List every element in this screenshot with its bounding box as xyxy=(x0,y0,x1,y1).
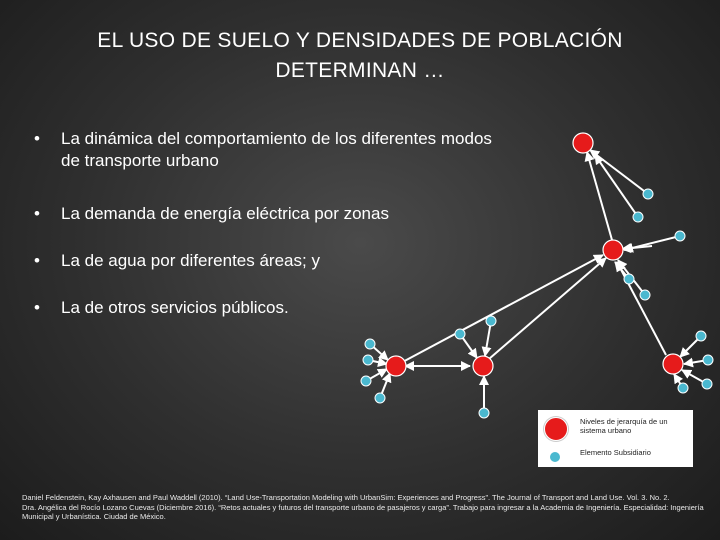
legend-subsidiary-label: Elemento Subsidiario xyxy=(580,448,651,457)
subsidiary-node xyxy=(643,189,653,199)
hierarchy-node xyxy=(603,240,623,260)
link-line xyxy=(595,155,638,217)
slide-title: EL USO DE SUELO Y DENSIDADES DE POBLACIÓN DETERMINAN … xyxy=(97,29,623,82)
reference-item: Daniel Feldenstein, Kay Axhausen and Paul Waddell (2010). “Land Use-Transportation Modeling with UrbanSim: Experiences and Progress”. The Journal of Transport and Land Use. Vol. 3. No. 2. xyxy=(22,493,670,502)
subsidiary-node xyxy=(678,383,688,393)
bullet-text: La dinámica del comportamiento de los diferentes modos de transporte urbano xyxy=(61,129,492,170)
subsidiary-node xyxy=(640,290,650,300)
bullet-text: La demanda de energía eléctrica por zonas xyxy=(61,204,389,223)
references xyxy=(22,493,712,522)
hierarchy-node xyxy=(573,133,593,153)
subsidiary-node xyxy=(624,274,634,284)
subsidiary-node xyxy=(375,393,385,403)
legend xyxy=(538,410,693,467)
legend-hierarchy-swatch xyxy=(544,417,568,441)
subsidiary-node xyxy=(675,231,685,241)
subsidiary-node xyxy=(479,408,489,418)
bullet-marker: • xyxy=(34,298,40,317)
legend-hierarchy-label: Niveles de jerarquía de un sistema urbano xyxy=(580,417,668,435)
link-line xyxy=(482,258,606,365)
subsidiary-node xyxy=(455,329,465,339)
subsidiary-node xyxy=(696,331,706,341)
reference-item: Dra. Angélica del Rocío Lozano Cuevas (Diciembre 2016). “Retos actuales y futuros del transporte urbano de pasajeros y carga”. Trabajo para ingresar a la Academia de Ingeniería. Especialidad: Ingeniería Municipal y Urbanística. Ciudad de México. xyxy=(22,502,704,521)
bullet-marker: • xyxy=(34,129,40,148)
link-line xyxy=(587,152,612,240)
subsidiary-node xyxy=(703,355,713,365)
hierarchy-node xyxy=(386,356,406,376)
hierarchy-node xyxy=(473,356,493,376)
bullet-text: La de agua por diferentes áreas; y xyxy=(61,251,320,270)
subsidiary-node xyxy=(486,316,496,326)
subsidiary-node xyxy=(363,355,373,365)
subsidiary-node xyxy=(702,379,712,389)
bullet-text: La de otros servicios públicos. xyxy=(61,298,289,317)
subsidiary-node xyxy=(633,212,643,222)
subsidiary-node xyxy=(361,376,371,386)
link-line xyxy=(590,150,648,194)
bullet-marker: • xyxy=(34,204,40,223)
subsidiary-node xyxy=(365,339,375,349)
hierarchy-node xyxy=(663,354,683,374)
legend-subsidiary-swatch xyxy=(550,452,560,462)
link-line xyxy=(617,262,666,355)
bullet-marker: • xyxy=(34,251,40,270)
